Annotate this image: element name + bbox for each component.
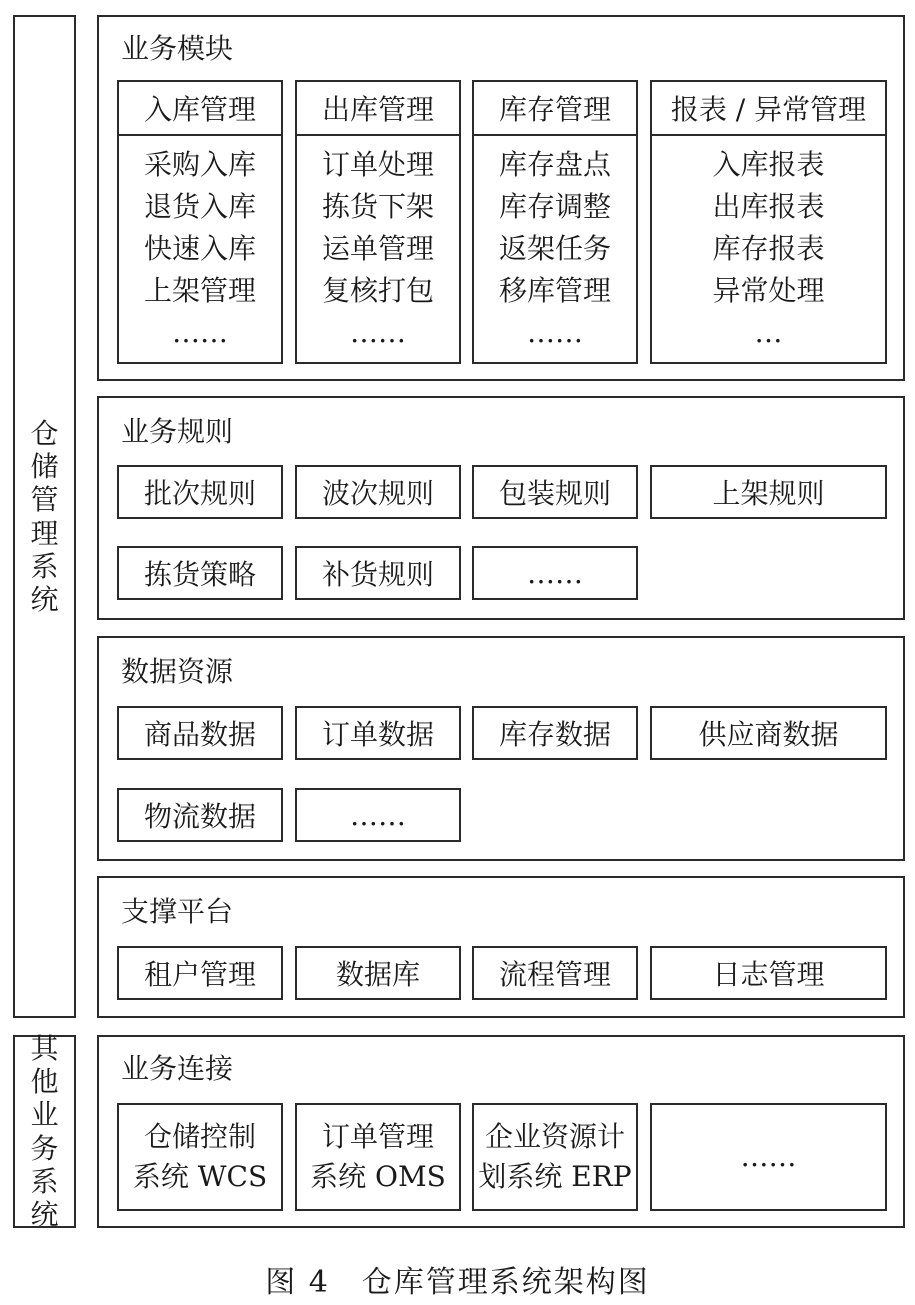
data-box: 物流数据 [117,788,283,842]
connection-box-line: …… [740,1140,797,1173]
module-item-ellipsis: … [754,316,783,349]
module-column-header: 报表 / 异常管理 [652,82,885,136]
business-modules-section [97,15,905,381]
module-column-header: 出库管理 [297,82,459,136]
data-box: 订单数据 [295,706,461,760]
support-platform-section [97,876,905,1018]
module-item: 入库报表 [712,148,825,181]
module-column-header: 入库管理 [119,82,281,136]
module-column-inventory [472,80,638,364]
module-item: 拣货下架 [321,190,434,223]
connection-box-line: 企业资源计 [484,1120,625,1153]
module-item: 退货入库 [143,190,256,223]
support-platform-title: 支撑平台 [121,895,234,928]
rule-box: 上架规则 [650,465,887,519]
data-box: 商品数据 [117,706,283,760]
module-item: 返架任务 [498,232,611,265]
rule-box: 拣货策略 [117,546,283,600]
business-rules-title: 业务规则 [121,415,234,448]
connection-box-line: 划系统 ERP [478,1160,632,1193]
data-resources-section [97,636,905,861]
data-box-ellipsis: …… [295,788,461,842]
wms-side-label [13,15,76,1018]
connection-box-line: 仓储控制 [143,1120,256,1153]
module-column-header: 库存管理 [474,82,636,136]
module-item-ellipsis: …… [527,316,583,349]
other-systems-side-label [13,1032,76,1231]
connection-box-wcs [117,1103,283,1211]
connection-box-line: 系统 WCS [132,1160,268,1193]
rule-box: 补货规则 [295,546,461,600]
rule-box: 批次规则 [117,465,283,519]
business-connection-section [97,1035,905,1228]
rule-box: 波次规则 [295,465,461,519]
data-resources-title: 数据资源 [121,655,234,688]
module-item: 复核打包 [321,274,434,307]
module-item: 库存盘点 [498,148,611,181]
business-modules-title: 业务模块 [121,32,234,65]
wms-side-label-text: 仓储管理系统 [30,417,59,616]
module-column-outbound [295,80,461,364]
module-item: 运单管理 [321,232,434,265]
connection-box-oms [295,1103,461,1211]
module-item: 上架管理 [143,274,256,307]
platform-box: 数据库 [295,946,461,1000]
connection-box-line: 订单管理 [321,1120,434,1153]
platform-box: 日志管理 [650,946,887,1000]
module-item-ellipsis: …… [350,316,406,349]
module-item: 出库报表 [712,190,825,223]
platform-box: 租户管理 [117,946,283,1000]
other-systems-side-label-text: 其他业务系统 [30,1032,59,1231]
connection-box-line: 系统 OMS [310,1160,446,1193]
module-item: 库存报表 [712,232,825,265]
data-box: 库存数据 [472,706,638,760]
business-connection-title: 业务连接 [121,1052,234,1085]
rule-box: 包装规则 [472,465,638,519]
module-item: 异常处理 [712,274,825,307]
connection-box-ellipsis [650,1103,887,1211]
rule-box-ellipsis: …… [472,546,638,600]
business-rules-section [97,396,905,620]
module-item: 移库管理 [498,274,611,307]
module-column-reports [650,80,887,364]
module-item: 库存调整 [498,190,611,223]
platform-box: 流程管理 [472,946,638,1000]
data-box: 供应商数据 [650,706,887,760]
connection-box-erp [472,1103,638,1211]
module-column-inbound [117,80,283,364]
figure-caption: 图 4 仓库管理系统架构图 [265,1265,650,1300]
module-item: 快速入库 [143,232,256,265]
module-item: 采购入库 [143,148,256,181]
module-item: 订单处理 [321,148,434,181]
module-item-ellipsis: …… [172,316,228,349]
